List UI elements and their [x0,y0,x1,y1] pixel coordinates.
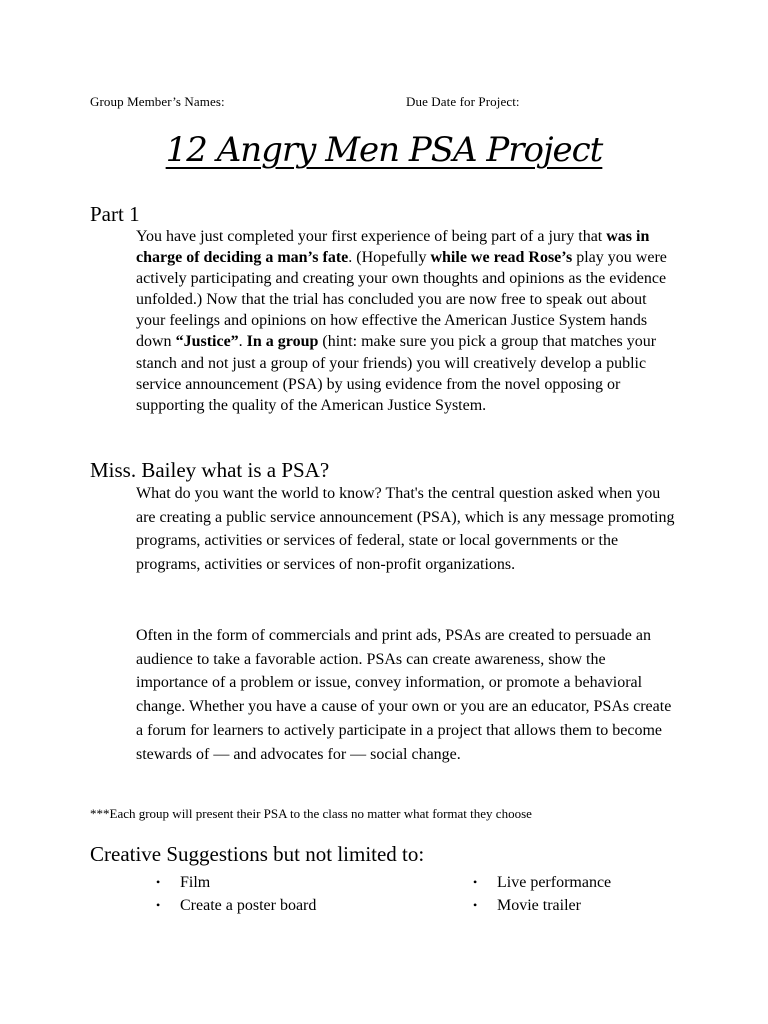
list-item: • Film [156,871,316,894]
list-item: • Movie trailer [473,894,611,917]
page-title [0,130,768,170]
presentation-note: ***Each group will present their PSA to the class no matter what format they choose [90,806,532,821]
creative-heading: Creative Suggestions but not limited to: [90,842,425,866]
psa-paragraph-1: What do you want the world to know? That's the central question asked when you are creating a public service announcement (PSA), which is any message promoting programs, activities or services of federal, state or local governments or the programs, activities or services of non-profit organizations. [136,485,675,574]
due-date-label: Due Date for Project: [406,94,520,109]
page-title-text: 12 Angry Men PSA Project [165,130,603,170]
psa-heading: Miss. Bailey what is a PSA? [90,458,330,482]
suggestions-list-left [156,871,316,917]
bullet-icon: • [473,898,478,912]
list-item: • Create a poster board [156,894,316,917]
part1-heading: Part 1 [90,202,140,226]
bullet-icon: • [473,875,478,889]
suggestions-list-right [473,871,611,917]
list-item: • Live performance [473,871,611,894]
psa-paragraph-2: Often in the form of commercials and print ads, PSAs are created to persuade an audience to take a favorable action. PSAs can create awareness, show the importance of a problem or issue, convey information, or promote a behavioral change. Whether you have a cause of your own or you are an educator, PSAs create a forum for learners to actively participate in a project that allows them to become stewards of — and advocates for — social change. [136,627,672,763]
group-members-label: Group Member’s Names: [90,94,225,109]
bullet-icon: • [156,898,161,912]
part1-paragraph: You have just completed your first experience of being part of a jury that was in charge of deciding a man’s fate. (Hopefully while we read Rose’s play you were actively participating and creating your own thoughts and opinions as the evidence unfolded.) Now that the trial has concluded you are now free to speak out about your feelings and opinions on how effective the American Justice System hands down “Justice”. In a group (hint: make sure you pick a group that matches your stanch and not just a group of your friends) you will creatively develop a public service announcement (PSA) by using evidence from the novel opposing or supporting the quality of the American Justice System. [136,228,667,414]
bullet-icon: • [156,875,161,889]
